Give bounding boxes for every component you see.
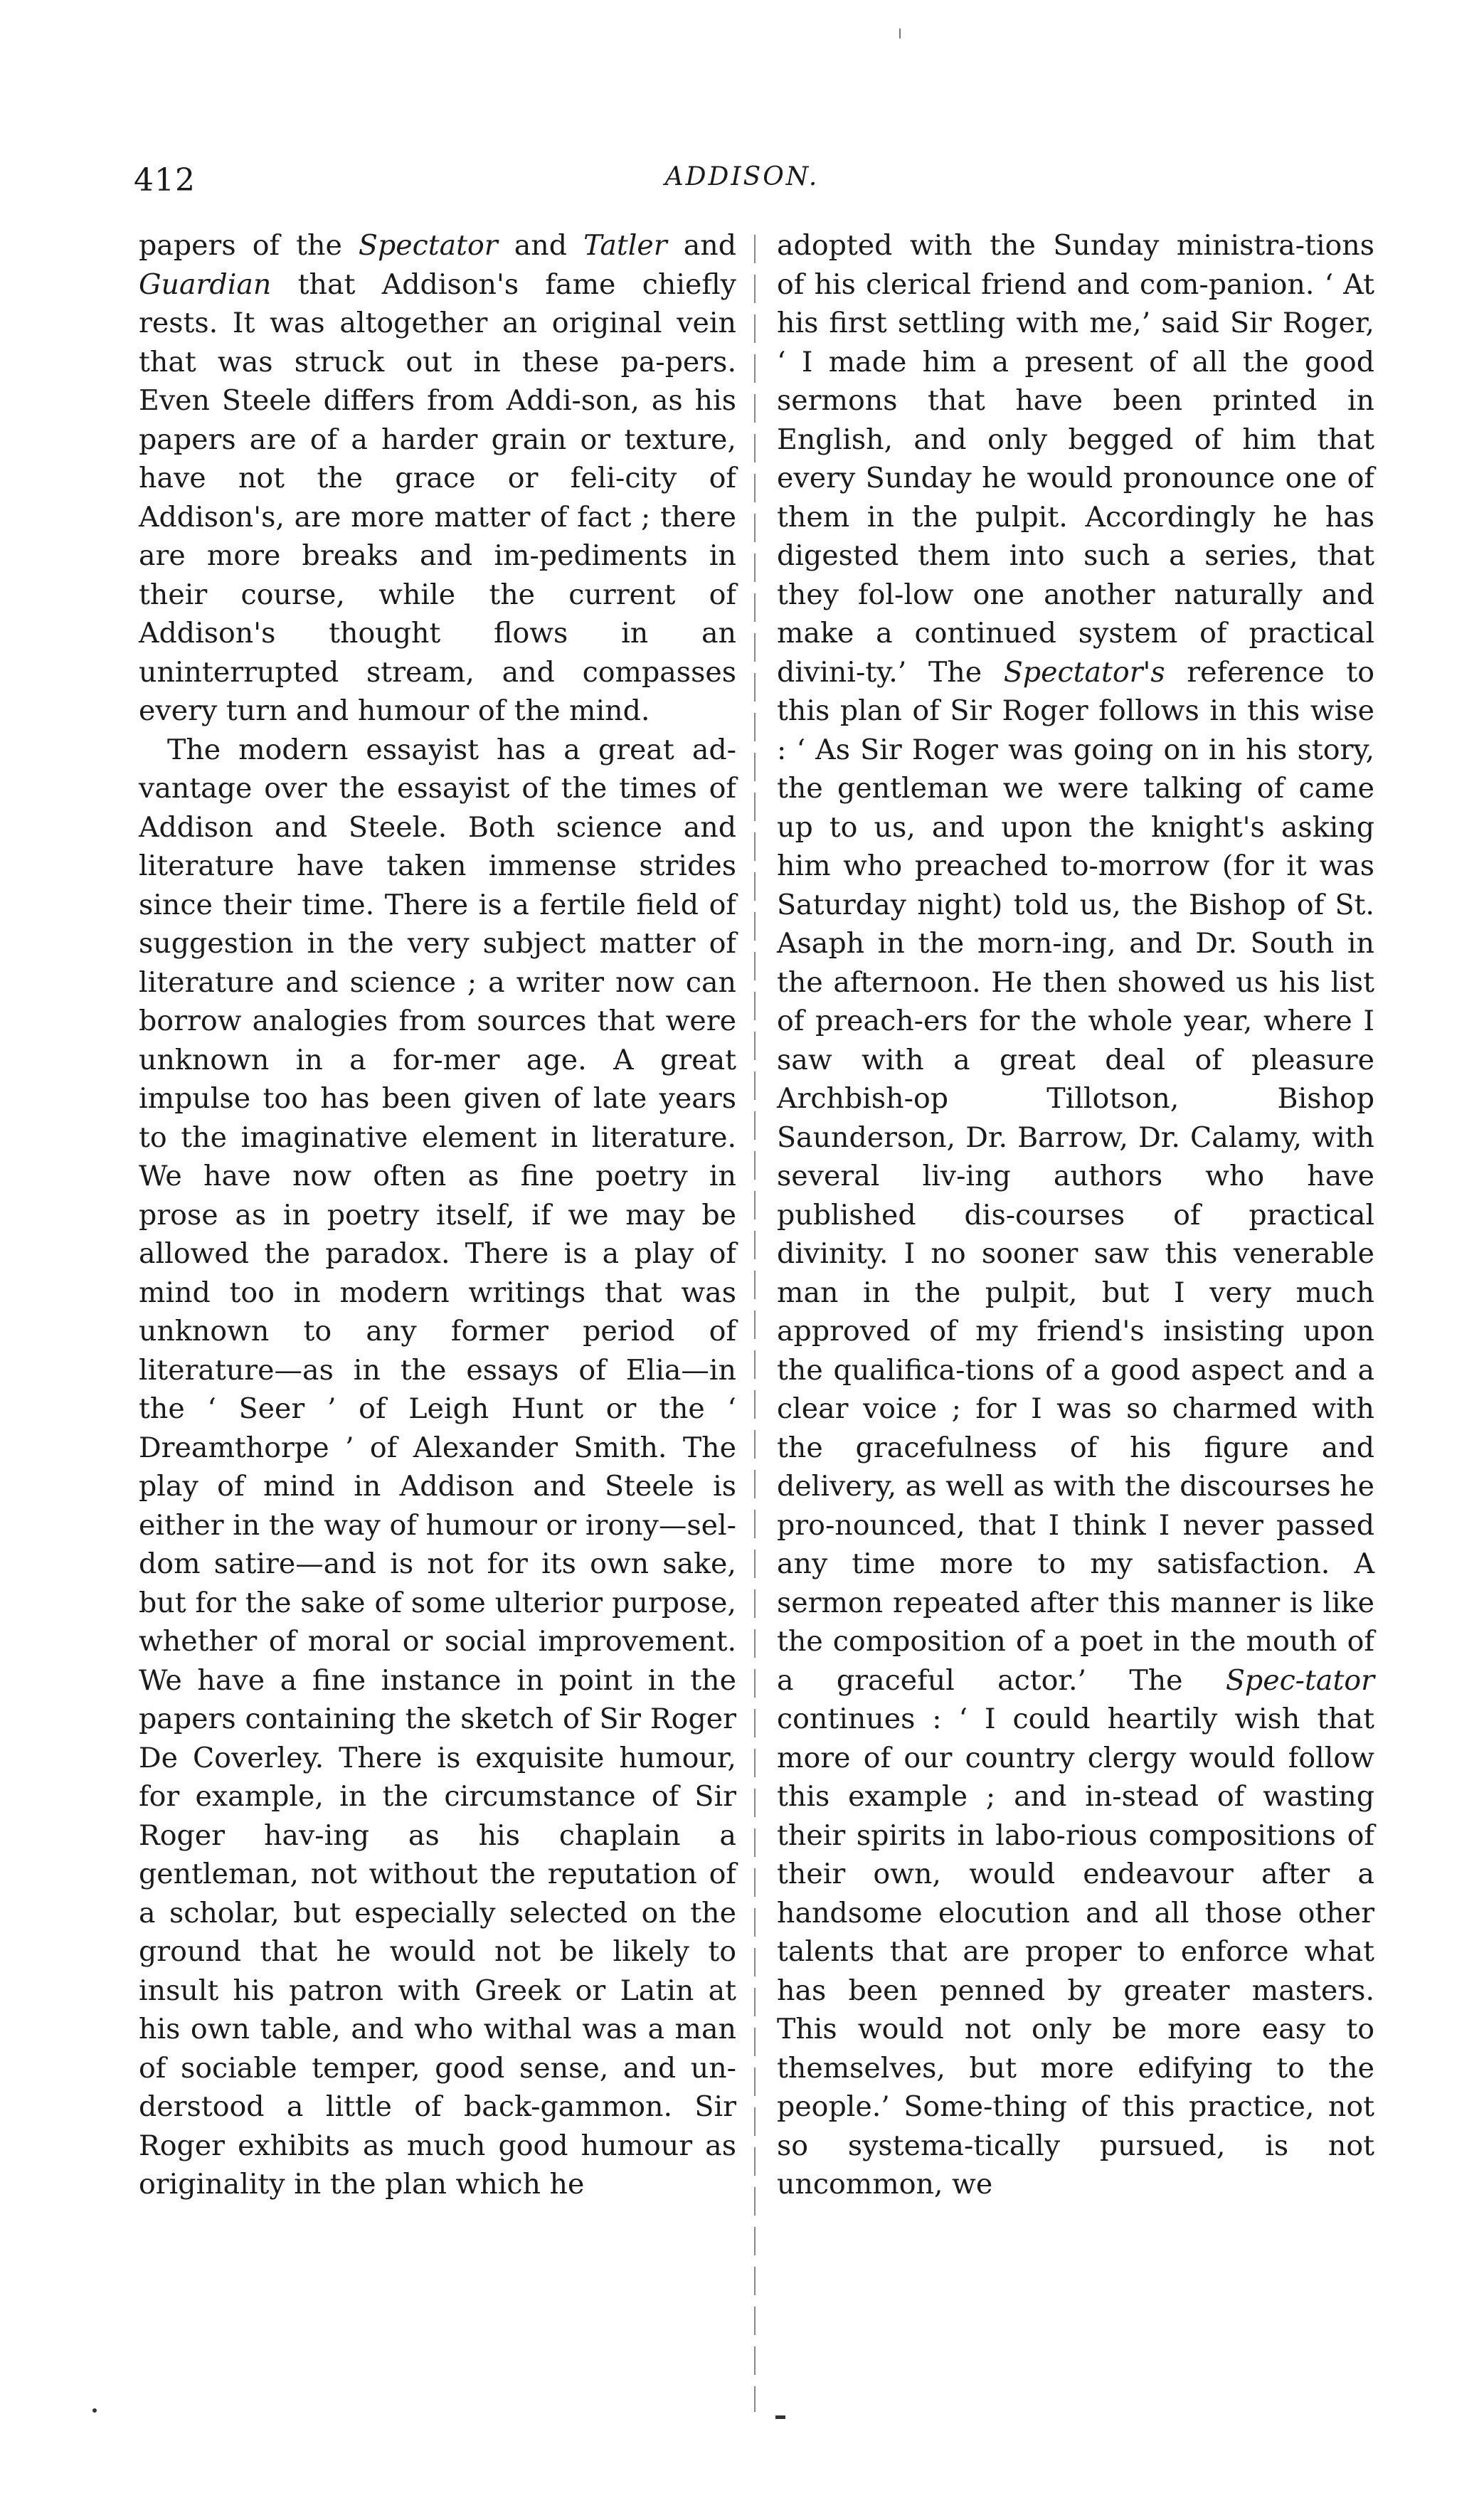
text-run: adopted with the Sunday ministra-tions of his clerical friend and com-panion. ‘ At his first settling with me,’ said Sir Roger, ‘ I made him a present of all the good sermons that have been printed in English, and only begged of him that every Sunday he would pronounce one of them in the pulpit. Accordingly he has digested them into such a series, that they fol-low one another naturally and make a continued system of practical divini-ty.’ The: [777, 229, 1374, 689]
text-run: reference to this plan of Sir Roger follows in this wise : ‘ As Sir Roger was going on in his story, the gentleman we were talking of came up to us, and upon the knight's asking him who preached to-morrow (for it was Saturday night) told us, the Bishop of St. Asaph in the morn-ing, and Dr. South in the afternoon. He then showed us his list of preach-ers for the whole year, where I saw with a great deal of pleasure Archbish-op Tillotson, Bishop Saunderson, Dr. Barrow, Dr. Calamy, with several liv-ing authors who have published dis-courses of practical divinity. I no sooner saw this venerable man in the pulpit, but I very much approved of my friend's insisting upon the qualifica-tions of a good aspect and a clear voice ; for I was so charmed with the gracefulness of his figure and delivery, as well as with the discourses he pro-nounced, that I think I never passed any time more to my satisfaction. A sermon repeated after this manner is like the composition of a poet in the mouth of a graceful actor.’ The: [777, 655, 1374, 1697]
italic-title: Tatler: [583, 229, 667, 262]
paragraph: [139, 226, 736, 731]
italic-title: Spectator's: [1003, 655, 1165, 689]
ink-speck: [92, 2408, 97, 2413]
italic-title: Guardian: [139, 268, 272, 301]
paragraph: [777, 226, 1374, 2204]
text-run: continues : ‘ I could heartily wish that more of our country clergy would follow this example ; and in-stead of wasting their spirits in labo-rious compositions of their own, would endeavour after a handsome elocution and all those other talents that are proper to enforce what has been penned by greater masters. This would not only be more easy to themselves, but more edifying to the people.’ Some-thing of this practice, not so systema-tically pursued, is not uncommon, we: [777, 1703, 1374, 2201]
italic-title: Spectator: [358, 229, 498, 262]
paragraph: The modern essayist has a great ad-vantage over the essayist of the times of Addison and Steele. Both science and literature have taken immense strides since their time. There is a fertile field of suggestion in the very subject matter of literature and science ; a writer now can borrow analogies from sources that were unknown in a for-mer age. A great impulse too has been given of late years to the imaginative element in literature. We have now often as fine poetry in prose as in poetry itself, if we may be allowed the paradox. There is a play of mind too in modern writings that was unknown to any former period of literature—as in the essays of Elia—in the ‘ Seer ’ of Leigh Hunt or the ‘ Dreamthorpe ’ of Alexander Smith. The play of mind in Addison and Steele is either in the way of humour or irony—sel-dom satire—and is not for its own sake, but for the sake of some ulterior purpose, whether of moral or social improvement. We have a fine instance in point in the papers containing the sketch of Sir Roger De Coverley. There is exquisite humour, for example, in the circumstance of Sir Roger hav-ing as his chaplain a gentleman, not without the reputation of a scholar, but especially selected on the ground that he would not be likely to insult his patron with Greek or Latin at his own table, and who withal was a man of sociable temper, good sense, and un-derstood a little of back-gammon. Sir Roger exhibits as much good humour as originality in the plan which he: [139, 733, 736, 2201]
right-column: [777, 226, 1374, 2204]
text-run: that Addison's fame chiefly rests. It was altogether an original vein that was struck out in these pa-pers. Even Steele differs from Addi-son, as his papers are of a harder grain or texture, have not the grace or feli-city of Addison's, are more matter of fact ; there are more breaks and im-pediments in their course, while the current of Addison's thought flows in an uninterrupted stream, and compasses every turn and humour of the mind.: [139, 268, 736, 727]
column-divider: [754, 235, 756, 2412]
running-title: ADDISON.: [664, 162, 820, 191]
ink-speck: [775, 2415, 785, 2419]
text-run: papers of the: [139, 229, 359, 262]
text-run: and: [497, 229, 584, 262]
page-number: 412: [134, 162, 196, 199]
left-column: [139, 226, 736, 2204]
italic-title: Spec-tator: [1225, 1663, 1374, 1697]
scan-mark: [899, 28, 901, 38]
text-run: and: [667, 229, 736, 262]
